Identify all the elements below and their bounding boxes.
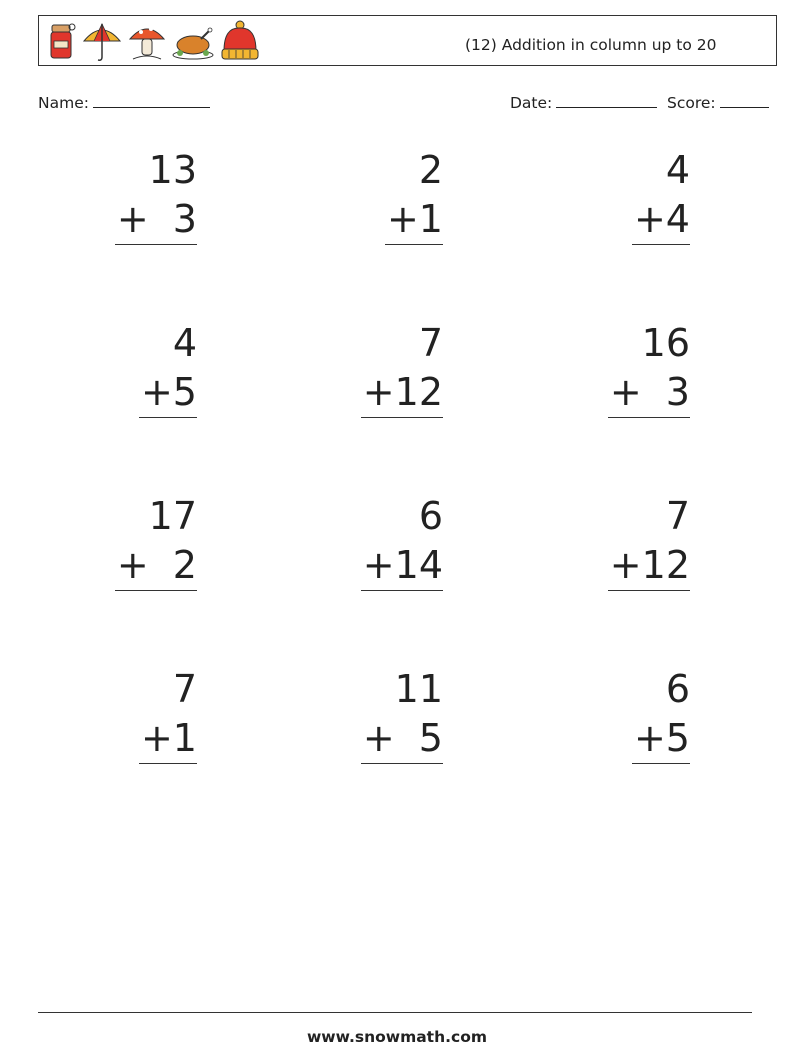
problem-top-number: 7 xyxy=(418,321,443,365)
worksheet-title: (12) Addition in column up to 20 xyxy=(465,36,717,54)
addition-problem xyxy=(580,146,690,244)
problem-top-number: 17 xyxy=(148,494,197,538)
answer-line xyxy=(385,244,443,245)
problem-addend: + 3 xyxy=(116,197,197,241)
date-label: Date: xyxy=(510,94,553,112)
problem-top-number: 2 xyxy=(418,148,443,192)
addition-problem xyxy=(333,492,443,590)
winter-hat-icon xyxy=(219,19,261,63)
answer-line xyxy=(361,590,443,591)
score-field xyxy=(667,93,769,112)
addition-problem xyxy=(333,319,443,417)
addition-problem xyxy=(87,492,197,590)
problem-addend: + 5 xyxy=(362,716,443,760)
addition-problem xyxy=(333,146,443,244)
worksheet-header xyxy=(38,15,777,66)
answer-line xyxy=(608,417,690,418)
footer-site: www.snowmath.com xyxy=(306,1028,487,1046)
score-label: Score: xyxy=(667,94,716,112)
answer-line xyxy=(361,763,443,764)
problem-top-number: 7 xyxy=(665,494,690,538)
answer-line xyxy=(361,417,443,418)
problem-addend: +14 xyxy=(362,543,443,587)
answer-line xyxy=(139,763,197,764)
addition-problem xyxy=(580,492,690,590)
problem-addend: + 2 xyxy=(116,543,197,587)
problem-top-number: 11 xyxy=(394,667,443,711)
problem-addend: + 3 xyxy=(609,370,690,414)
header-icons xyxy=(47,19,261,63)
answer-line xyxy=(608,590,690,591)
answer-line xyxy=(632,763,690,764)
problem-addend: +5 xyxy=(633,716,690,760)
problem-addend: +5 xyxy=(140,370,197,414)
answer-line xyxy=(115,590,197,591)
answer-line xyxy=(115,244,197,245)
addition-problem xyxy=(333,665,443,763)
mushroom-icon xyxy=(127,19,167,63)
footer-divider xyxy=(38,1012,752,1013)
umbrella-icon xyxy=(81,19,123,63)
problem-addend: +12 xyxy=(609,543,690,587)
name-field xyxy=(38,93,210,112)
addition-problem xyxy=(87,665,197,763)
problem-top-number: 4 xyxy=(665,148,690,192)
problem-addend: +1 xyxy=(140,716,197,760)
problem-top-number: 6 xyxy=(418,494,443,538)
problem-addend: +1 xyxy=(386,197,443,241)
name-label: Name: xyxy=(38,94,89,112)
date-field xyxy=(510,93,657,112)
addition-problem xyxy=(87,146,197,244)
problem-top-number: 13 xyxy=(148,148,197,192)
addition-problem xyxy=(87,319,197,417)
problem-top-number: 6 xyxy=(665,667,690,711)
date-blank[interactable] xyxy=(556,93,657,108)
addition-problem xyxy=(580,665,690,763)
problem-top-number: 7 xyxy=(172,667,197,711)
problem-top-number: 4 xyxy=(172,321,197,365)
score-blank[interactable] xyxy=(720,93,769,108)
problem-addend: +12 xyxy=(362,370,443,414)
addition-problem xyxy=(580,319,690,417)
name-blank[interactable] xyxy=(93,93,210,108)
jam-jar-icon xyxy=(47,19,77,63)
problem-addend: +4 xyxy=(633,197,690,241)
answer-line xyxy=(139,417,197,418)
problem-top-number: 16 xyxy=(641,321,690,365)
answer-line xyxy=(632,244,690,245)
roast-turkey-icon xyxy=(171,19,215,63)
